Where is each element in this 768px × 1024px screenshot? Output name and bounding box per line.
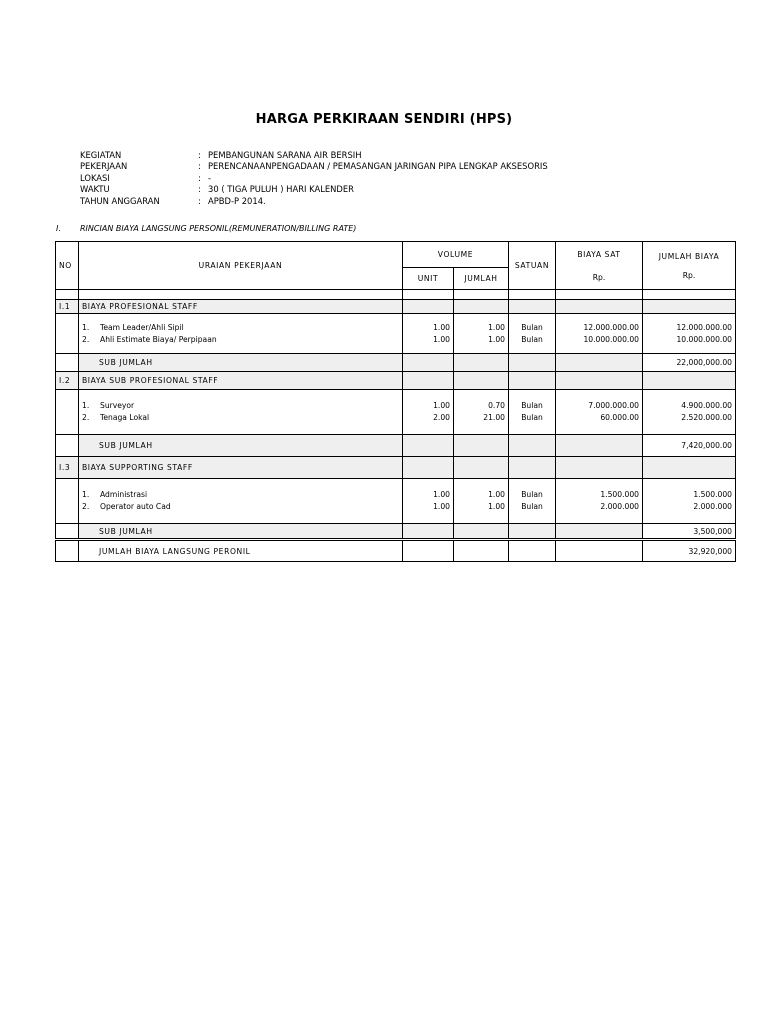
item-number: 2. [82, 502, 90, 511]
document-title: HARGA PERKIRAAN SENDIRI (HPS) [255, 112, 513, 127]
grand-total-label: JUMLAH BIAYA LANGSUNG PERONIL [79, 540, 403, 562]
item-jumlah: 1.00 [488, 322, 505, 332]
info-row-lokasi [80, 173, 548, 184]
col-header-jumlah-biaya [643, 242, 736, 290]
subtotal-value: 7,420,000.00 [643, 435, 736, 457]
section-heading [56, 224, 356, 233]
item-number: 1. [82, 401, 90, 410]
item-total: 2.000.000 [693, 502, 732, 511]
cost-table [55, 241, 736, 562]
group-number: I.1 [56, 300, 79, 314]
list-item [82, 322, 399, 334]
group-title: BIAYA SUPPORTING STAFF [79, 457, 403, 479]
info-colon: : [198, 184, 201, 195]
item-name: Operator auto Cad [100, 502, 171, 511]
info-value: APBD-P 2014. [208, 195, 266, 206]
grand-total-value: 32,920,000 [643, 540, 736, 562]
item-name: Tenaga Lokal [100, 413, 150, 422]
item-biaya-sat: 2.000.000 [600, 502, 639, 511]
subtotal-row [56, 354, 736, 372]
info-row-tahun-anggaran [80, 196, 548, 207]
info-label: WAKTU [80, 184, 110, 195]
subtotal-value: 3,500,000 [643, 524, 736, 540]
item-number: 1. [82, 490, 90, 499]
item-satuan: Bulan [521, 401, 543, 410]
subtotal-label: SUB JUMLAH [79, 524, 403, 540]
item-unit: 1.00 [433, 502, 450, 511]
col-header-satuan: SATUAN [509, 242, 556, 290]
group-title: BIAYA PROFESIONAL STAFF [79, 300, 403, 314]
items-row [56, 390, 736, 435]
col-header-jumlah: JUMLAH [454, 268, 509, 290]
item-total: 2.520.000.00 [681, 413, 732, 422]
info-value: - [208, 172, 212, 183]
info-label: PEKERJAAN [80, 161, 128, 172]
item-name: Administrasi [100, 490, 148, 499]
list-item [82, 489, 399, 501]
info-colon: : [198, 150, 201, 160]
info-label: TAHUN ANGGARAN [80, 195, 160, 206]
jumlah-biaya-label: JUMLAH BIAYA [658, 251, 720, 261]
subtotal-value: 22,000,000.00 [643, 354, 736, 372]
item-jumlah: 1.00 [488, 502, 505, 511]
biaya-sat-label: BIAYA SAT [577, 249, 621, 259]
col-header-volume: VOLUME [403, 242, 509, 268]
subtotal-row [56, 524, 736, 540]
items-row [56, 479, 736, 524]
item-jumlah: 21.00 [483, 413, 505, 422]
jumlah-biaya-currency: Rp. [682, 270, 696, 280]
section-title: RINCIAN BIAYA LANGSUNG PERSONIL(REMUNERATION/BILLING RATE) [80, 224, 357, 233]
item-total: 1.500.000 [693, 490, 732, 499]
list-item [82, 400, 399, 412]
list-item [82, 501, 399, 513]
item-jumlah: 1.00 [488, 334, 505, 344]
project-info [80, 150, 548, 207]
items-row [56, 314, 736, 354]
item-number: 1. [82, 322, 90, 332]
section-number: I. [56, 224, 61, 233]
item-biaya-sat: 10.000.000.00 [583, 334, 639, 344]
subtotal-label: SUB JUMLAH [79, 435, 403, 457]
info-label: KEGIATAN [80, 150, 122, 160]
biaya-sat-currency: Rp. [592, 272, 606, 282]
item-unit: 1.00 [433, 334, 450, 344]
group-number: I.2 [56, 372, 79, 390]
info-colon: : [198, 195, 201, 206]
col-header-biaya-sat [556, 242, 643, 290]
list-item [82, 334, 399, 346]
group-row [56, 372, 736, 390]
header-row [56, 242, 736, 268]
info-row-waktu [80, 184, 548, 195]
item-total: 12.000.000.00 [676, 322, 732, 332]
item-jumlah: 1.00 [488, 490, 505, 499]
item-satuan: Bulan [521, 322, 543, 332]
item-name: Team Leader/Ahli Sipil [100, 322, 184, 332]
item-biaya-sat: 12.000.000.00 [583, 322, 639, 332]
info-value: 30 ( TIGA PULUH ) HARI KALENDER [208, 184, 354, 195]
group-row [56, 457, 736, 479]
item-satuan: Bulan [521, 502, 543, 511]
item-unit: 1.00 [433, 322, 450, 332]
item-total: 4.900.000.00 [681, 401, 732, 410]
item-name: Ahli Estimate Biaya/ Perpipaan [100, 334, 217, 344]
item-number: 2. [82, 334, 90, 344]
item-total: 10.000.000.00 [676, 334, 732, 344]
item-jumlah: 0.70 [488, 401, 505, 410]
item-satuan: Bulan [521, 334, 543, 344]
col-header-uraian: URAIAN PEKERJAAN [79, 242, 403, 290]
item-unit: 1.00 [433, 401, 450, 410]
item-unit: 1.00 [433, 490, 450, 499]
grand-total-row [56, 540, 736, 562]
item-number: 2. [82, 413, 90, 422]
group-row [56, 300, 736, 314]
group-number: I.3 [56, 457, 79, 479]
group-title: BIAYA SUB PROFESIONAL STAFF [79, 372, 403, 390]
item-biaya-sat: 60.000.00 [600, 413, 639, 422]
info-value: PERENCANAANPENGADAAN / PEMASANGAN JARINGAN PIPA LENGKAP AKSESORIS [208, 161, 548, 172]
list-item [82, 412, 399, 424]
subtotal-row [56, 435, 736, 457]
info-value: PEMBANGUNAN SARANA AIR BERSIH [208, 150, 362, 160]
col-header-unit: UNIT [403, 268, 454, 290]
info-colon: : [198, 172, 201, 183]
info-label: LOKASI [80, 172, 110, 183]
col-header-no: NO [56, 242, 79, 290]
item-biaya-sat: 7.000.000.00 [588, 401, 639, 410]
info-colon: : [198, 161, 201, 172]
item-satuan: Bulan [521, 490, 543, 499]
item-satuan: Bulan [521, 413, 543, 422]
item-unit: 2.00 [433, 413, 450, 422]
item-name: Surveyor [100, 401, 135, 410]
spacer-row [56, 290, 736, 300]
subtotal-label: SUB JUMLAH [79, 354, 403, 372]
item-biaya-sat: 1.500.000 [600, 490, 639, 499]
info-row-pekerjaan [80, 161, 548, 172]
info-row-kegiatan [80, 150, 548, 161]
